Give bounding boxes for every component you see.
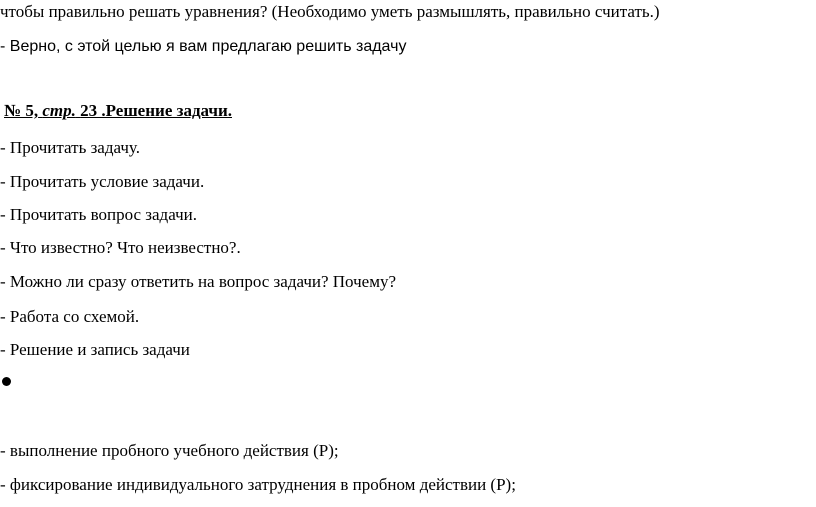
step-item: - Работа со схемой. [0, 307, 140, 326]
task-number: № 5, [4, 101, 39, 120]
task-page-ref: стр. [42, 101, 76, 120]
text-line-task-intro: - Верно, с этой целью я вам предлагаю решить задачу [0, 38, 407, 55]
step-item: - Решение и запись задачи [0, 340, 190, 359]
step-item: - Прочитать вопрос задачи. [0, 205, 197, 224]
task-heading [4, 101, 232, 121]
step-item: - Прочитать задачу. [0, 138, 140, 157]
step-item: - Прочитать условие задачи. [0, 172, 205, 191]
task-title: 23 .Решение задачи. [80, 101, 232, 120]
step-item: - Что известно? Что неизвестно?. [0, 238, 241, 257]
activity-item: - фиксирование индивидуального затруднения в пробном действии (Р); [0, 475, 516, 494]
activity-item: - выполнение пробного учебного действия (Р); [0, 441, 339, 460]
bullet-dot-icon [2, 377, 11, 386]
text-line-question: чтобы правильно решать уравнения? (Необходимо уметь размышлять, правильно считать.) [0, 2, 660, 21]
step-item: - Можно ли сразу ответить на вопрос задачи? Почему? [0, 272, 397, 291]
